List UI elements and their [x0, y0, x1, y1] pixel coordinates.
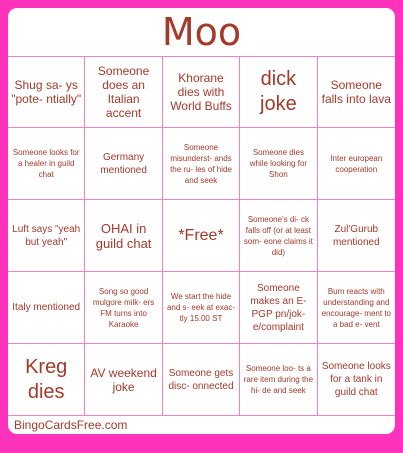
bingo-cell[interactable]: Song so good mulgore milk- ers FM turns into Karaoke: [85, 272, 162, 344]
bingo-cell[interactable]: Someone dies while looking for Shon: [240, 128, 317, 200]
bingo-cell[interactable]: Inter european cooperation: [318, 128, 395, 200]
footer-brand: BingoCardsFree.com: [14, 418, 128, 432]
bingo-cell[interactable]: Someone loo- ts a rare item during the hi- de and seek: [240, 344, 317, 416]
bingo-cell[interactable]: AV weekend joke: [85, 344, 162, 416]
bingo-cell[interactable]: Someone falls into lava: [318, 56, 395, 128]
bingo-cell[interactable]: Someone makes an E- PGP pn/jok- e/complaint: [240, 272, 317, 344]
bingo-grid: [8, 56, 395, 416]
bingo-cell[interactable]: Bum reacts with understanding and encourage- ment to a bad e- vent: [318, 272, 395, 344]
bingo-cell[interactable]: Someone looks for a healer in guild chat: [8, 128, 85, 200]
bingo-cell[interactable]: Someone does an Italian accent: [85, 56, 162, 128]
bingo-cell[interactable]: Luft says "yeah but yeah": [8, 200, 85, 272]
bingo-cell[interactable]: Italy mentioned: [8, 272, 85, 344]
card-title: Moo: [161, 10, 242, 54]
bingo-cell[interactable]: Someone looks for a tank in guild chat: [318, 344, 395, 416]
bingo-cell[interactable]: Zul'Gurub mentioned: [318, 200, 395, 272]
bingo-cell[interactable]: Germany mentioned: [85, 128, 162, 200]
bingo-cell[interactable]: We start the hide and s- eek at exac- tly 15.00 ST: [163, 272, 240, 344]
bingo-cell[interactable]: Kreg dies: [8, 344, 85, 416]
bingo-cell[interactable]: Someone misunderst- ands the ru- les of hide and seek: [163, 128, 240, 200]
bingo-cell[interactable]: Someone gets disc- onnected: [163, 344, 240, 416]
bingo-cell[interactable]: Someone's di- ck falls off (or at least som- eone claims it did): [240, 200, 317, 272]
free-space-cell[interactable]: *Free*: [163, 200, 240, 272]
bingo-cell[interactable]: Shug sa- ys "pote- ntially": [8, 56, 85, 128]
bingo-card: [8, 8, 395, 434]
bingo-cell[interactable]: Khorane dies with World Buffs: [163, 56, 240, 128]
bingo-cell[interactable]: OHAI in guild chat: [85, 200, 162, 272]
bingo-cell[interactable]: dick joke: [240, 56, 317, 128]
